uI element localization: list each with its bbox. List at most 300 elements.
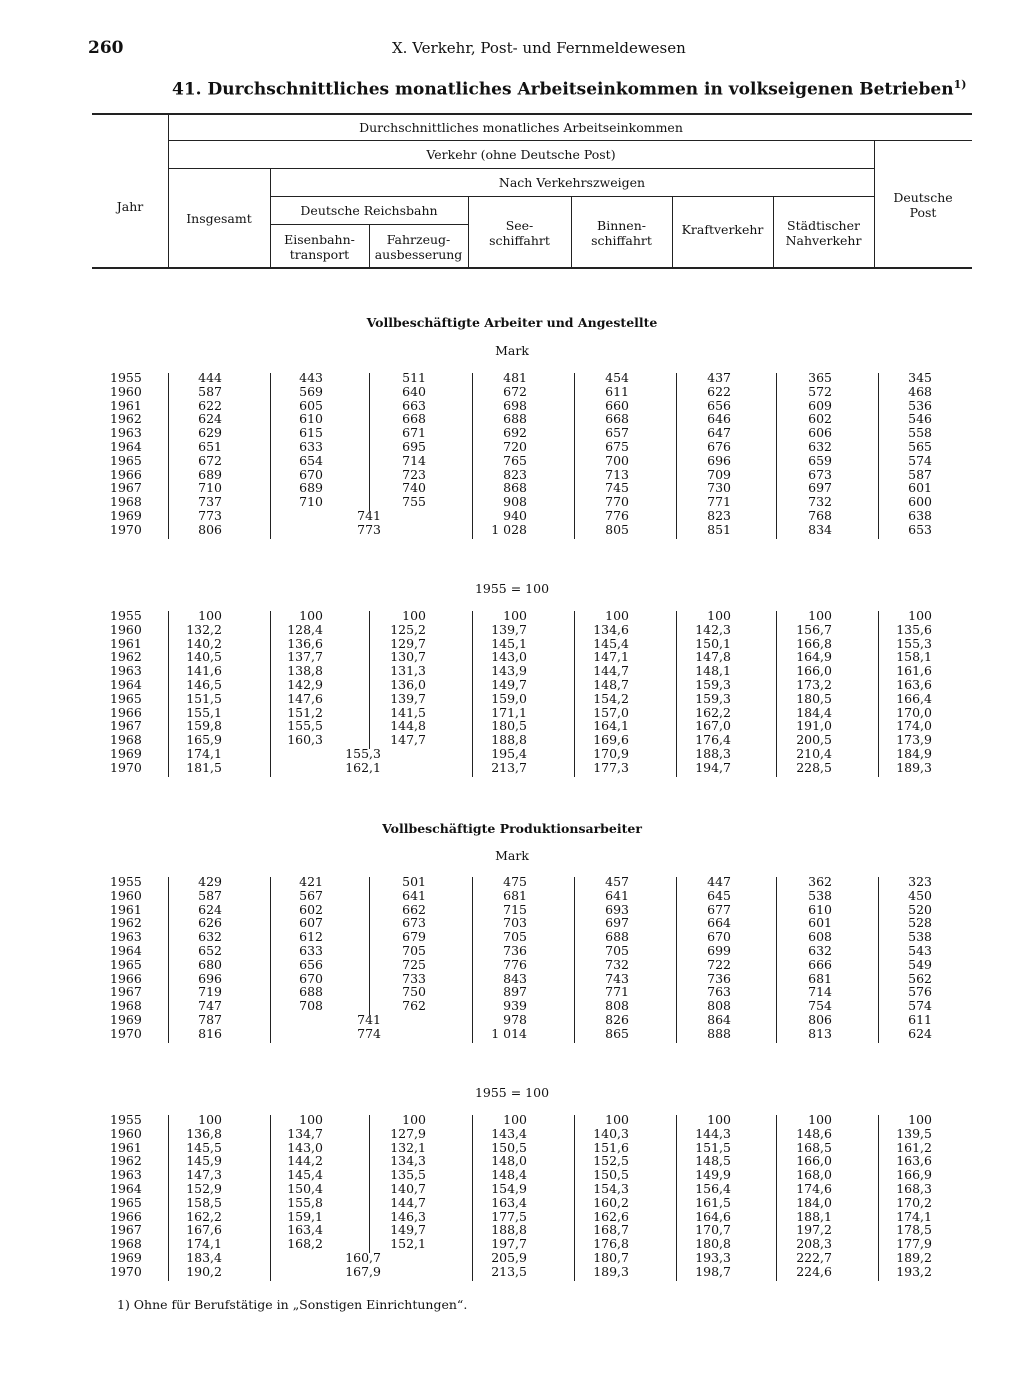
cell-binnen: 454 (605, 370, 629, 385)
cell-binnen: 164,1 (593, 718, 629, 734)
cell-post: 624 (908, 1025, 932, 1041)
cell-kraft: 156,4 (695, 1181, 731, 1196)
cell-eisenbahn: 607 (299, 915, 323, 931)
cell-see: 688 (503, 411, 527, 427)
cell-see: 940 (503, 508, 527, 523)
cell-binnen: 745 (605, 480, 629, 496)
cell-fahrzeug: 100 (402, 608, 426, 623)
cell-nahverkehr: 834 (808, 521, 832, 537)
cell-see: 149,7 (491, 677, 527, 692)
cell-binnen: 457 (605, 874, 629, 889)
cell-nahverkehr: 228,5 (796, 759, 832, 775)
cell-nahverkehr: 191,0 (796, 718, 832, 734)
cell-see: 703 (503, 915, 527, 931)
cell-nahverkehr: 538 (808, 887, 832, 903)
year-label: 1964 (110, 1181, 142, 1196)
cell-binnen: 641 (605, 887, 629, 903)
cell-insgesamt: 145,5 (186, 1139, 222, 1155)
cell-see: 776 (503, 956, 527, 972)
cell-see: 868 (503, 480, 527, 496)
header-group-verkehr: Verkehr (ohne Deutsche Post) (426, 147, 616, 162)
cell-eisenbahn: 151,2 (287, 704, 323, 720)
cell-insgesamt: 696 (198, 970, 222, 986)
cell-kraft: 148,5 (695, 1153, 731, 1169)
cell-binnen: 150,5 (593, 1167, 629, 1183)
cell-kraft: 100 (707, 1112, 731, 1127)
cell-eisenbahn: 150,4 (287, 1181, 323, 1196)
cell-eisenbahn: 136,6 (287, 635, 323, 651)
cell-binnen: 693 (605, 901, 629, 917)
cell-kraft: 170,7 (695, 1222, 731, 1238)
unit-label: Mark (495, 848, 529, 863)
cell-reichsbahn-combined: 774 (357, 1025, 381, 1041)
cell-eisenbahn: 615 (299, 425, 323, 441)
unit-label: Mark (495, 343, 529, 358)
header-nahverkehr: Städtischer Nahverkehr (785, 218, 862, 248)
cell-nahverkehr: 609 (808, 397, 832, 413)
cell-see: 681 (503, 887, 527, 903)
cell-kraft: 159,3 (695, 677, 731, 692)
cell-fahrzeug: 671 (402, 425, 426, 441)
cell-fahrzeug: 723 (402, 466, 426, 482)
cell-kraft: 149,9 (695, 1167, 731, 1183)
cell-kraft: 699 (707, 943, 731, 958)
cell-post: 189,3 (896, 759, 932, 775)
cell-insgesamt: 140,2 (186, 635, 222, 651)
cell-kraft: 147,8 (695, 649, 731, 665)
cell-nahverkehr: 632 (808, 439, 832, 454)
cell-kraft: 676 (707, 439, 731, 454)
cell-binnen: 140,3 (593, 1125, 629, 1141)
cell-see: 705 (503, 929, 527, 945)
cell-fahrzeug: 755 (402, 494, 426, 510)
cell-binnen: 176,8 (593, 1236, 629, 1252)
cell-see: 213,5 (491, 1263, 527, 1279)
cell-fahrzeug: 640 (402, 383, 426, 399)
cell-see: 720 (503, 439, 527, 454)
cell-post: 611 (908, 1012, 932, 1027)
cell-see: 823 (503, 466, 527, 482)
year-label: 1963 (110, 425, 142, 441)
year-label: 1962 (110, 649, 142, 665)
cell-see: 1 028 (491, 521, 527, 537)
year-label: 1970 (110, 759, 142, 775)
cell-nahverkehr: 166,8 (796, 635, 832, 651)
cell-fahrzeug: 144,8 (390, 718, 426, 734)
cell-binnen: 134,6 (593, 621, 629, 637)
cell-insgesamt: 146,5 (186, 677, 222, 692)
cell-kraft: 730 (707, 480, 731, 496)
year-label: 1965 (110, 690, 142, 706)
cell-post: 450 (908, 887, 932, 903)
cell-nahverkehr: 610 (808, 901, 832, 917)
cell-eisenbahn: 688 (299, 984, 323, 1000)
cell-binnen: 675 (605, 439, 629, 454)
cell-nahverkehr: 697 (808, 480, 832, 496)
cell-nahverkehr: 148,6 (796, 1125, 832, 1141)
cell-post: 178,5 (896, 1222, 932, 1238)
year-label: 1970 (110, 521, 142, 537)
year-label: 1969 (110, 508, 142, 523)
cell-binnen: 148,7 (593, 677, 629, 692)
cell-see: 177,5 (491, 1208, 527, 1224)
year-label: 1963 (110, 929, 142, 945)
cell-nahverkehr: 768 (808, 508, 832, 523)
cell-insgesamt: 587 (198, 383, 222, 399)
cell-insgesamt: 155,1 (186, 704, 222, 720)
year-label: 1966 (110, 704, 142, 720)
year-label: 1964 (110, 943, 142, 958)
cell-post: 174,0 (896, 718, 932, 734)
cell-see: 897 (503, 984, 527, 1000)
cell-insgesamt: 183,4 (186, 1250, 222, 1265)
cell-insgesamt: 429 (198, 874, 222, 889)
cell-eisenbahn: 168,2 (287, 1236, 323, 1252)
cell-eisenbahn: 656 (299, 956, 323, 972)
cell-binnen: 668 (605, 411, 629, 427)
year-label: 1962 (110, 411, 142, 427)
unit-label: 1955 = 100 (474, 581, 550, 596)
cell-fahrzeug: 131,3 (390, 663, 426, 679)
cell-binnen: 145,4 (593, 635, 629, 651)
cell-kraft: 176,4 (695, 732, 731, 748)
cell-post: 174,1 (896, 1208, 932, 1224)
cell-nahverkehr: 754 (808, 998, 832, 1014)
cell-kraft: 144,3 (695, 1125, 731, 1141)
cell-eisenbahn: 569 (299, 383, 323, 399)
table-title-text: 41. Durchschnittliches monatliches Arbeitseinkommen in volkseigenen Betrieben (172, 79, 954, 100)
cell-nahverkehr: 224,6 (796, 1263, 832, 1279)
cell-binnen: 826 (605, 1012, 629, 1027)
year-label: 1961 (110, 635, 142, 651)
year-label: 1965 (110, 956, 142, 972)
cell-insgesamt: 622 (198, 397, 222, 413)
cell-fahrzeug: 695 (402, 439, 426, 454)
cell-reichsbahn-combined: 741 (357, 1012, 381, 1027)
cell-post: 161,6 (896, 663, 932, 679)
cell-see: 154,9 (491, 1181, 527, 1196)
cell-binnen: 771 (605, 984, 629, 1000)
cell-post: 587 (908, 466, 932, 482)
cell-see: 148,4 (491, 1167, 527, 1183)
cell-insgesamt: 152,9 (186, 1181, 222, 1196)
cell-kraft: 709 (707, 466, 731, 482)
cell-post: 193,2 (896, 1263, 932, 1279)
cell-post: 323 (908, 874, 932, 889)
cell-kraft: 808 (707, 998, 731, 1014)
cell-kraft: 736 (707, 970, 731, 986)
year-label: 1955 (110, 608, 142, 623)
cell-eisenbahn: 155,8 (287, 1194, 323, 1210)
cell-kraft: 722 (707, 956, 731, 972)
cell-kraft: 670 (707, 929, 731, 945)
cell-eisenbahn: 612 (299, 929, 323, 945)
cell-fahrzeug: 662 (402, 901, 426, 917)
year-label: 1961 (110, 901, 142, 917)
footnote-mark: 1) (953, 78, 967, 91)
cell-insgesamt: 587 (198, 887, 222, 903)
cell-binnen: 660 (605, 397, 629, 413)
cell-nahverkehr: 681 (808, 970, 832, 986)
cell-nahverkehr: 666 (808, 956, 832, 972)
cell-binnen: 776 (605, 508, 629, 523)
cell-post: 345 (908, 370, 932, 385)
cell-insgesamt: 737 (198, 494, 222, 510)
cell-binnen: 168,7 (593, 1222, 629, 1238)
cell-eisenbahn: 610 (299, 411, 323, 427)
cell-eisenbahn: 142,9 (287, 677, 323, 692)
cell-post: 601 (908, 480, 932, 496)
cell-nahverkehr: 156,7 (796, 621, 832, 637)
cell-post: 546 (908, 411, 932, 427)
cell-fahrzeug: 146,3 (390, 1208, 426, 1224)
table-title (172, 78, 966, 100)
cell-eisenbahn: 100 (299, 1112, 323, 1127)
cell-post: 163,6 (896, 677, 932, 692)
cell-kraft: 656 (707, 397, 731, 413)
cell-post: 170,2 (896, 1194, 932, 1210)
cell-binnen: 100 (605, 1112, 629, 1127)
year-label: 1963 (110, 1167, 142, 1183)
cell-post: 562 (908, 970, 932, 986)
cell-binnen: 657 (605, 425, 629, 441)
cell-fahrzeug: 135,5 (390, 1167, 426, 1183)
year-label: 1967 (110, 1222, 142, 1238)
cell-insgesamt: 444 (198, 370, 222, 385)
cell-post: 155,3 (896, 635, 932, 651)
cell-eisenbahn: 710 (299, 494, 323, 510)
cell-binnen: 705 (605, 943, 629, 958)
cell-nahverkehr: 184,4 (796, 704, 832, 720)
cell-insgesamt: 629 (198, 425, 222, 441)
cell-post: 139,5 (896, 1125, 932, 1141)
cell-fahrzeug: 750 (402, 984, 426, 1000)
cell-nahverkehr: 806 (808, 1012, 832, 1027)
year-label: 1960 (110, 887, 142, 903)
cell-eisenbahn: 145,4 (287, 1167, 323, 1183)
cell-post: 528 (908, 915, 932, 931)
cell-see: 765 (503, 452, 527, 468)
cell-reichsbahn-combined: 167,9 (345, 1263, 381, 1279)
cell-kraft: 151,5 (695, 1139, 731, 1155)
cell-kraft: 180,8 (695, 1236, 731, 1252)
cell-kraft: 159,3 (695, 690, 731, 706)
cell-eisenbahn: 155,5 (287, 718, 323, 734)
cell-fahrzeug: 136,0 (390, 677, 426, 692)
cell-kraft: 851 (707, 521, 731, 537)
cell-fahrzeug: 641 (402, 887, 426, 903)
cell-nahverkehr: 100 (808, 608, 832, 623)
cell-insgesamt: 651 (198, 439, 222, 454)
cell-see: 143,4 (491, 1125, 527, 1141)
cell-post: 170,0 (896, 704, 932, 720)
cell-kraft: 864 (707, 1012, 731, 1027)
cell-kraft: 823 (707, 508, 731, 523)
cell-fahrzeug: 762 (402, 998, 426, 1014)
cell-insgesamt: 136,8 (186, 1125, 222, 1141)
cell-kraft: 148,1 (695, 663, 731, 679)
cell-nahverkehr: 173,2 (796, 677, 832, 692)
cell-insgesamt: 159,8 (186, 718, 222, 734)
cell-see: 1 014 (491, 1025, 527, 1041)
cell-nahverkehr: 180,5 (796, 690, 832, 706)
cell-eisenbahn: 138,8 (287, 663, 323, 679)
cell-post: 543 (908, 943, 932, 958)
cell-post: 100 (908, 608, 932, 623)
cell-insgesamt: 773 (198, 508, 222, 523)
cell-insgesamt: 162,2 (186, 1208, 222, 1224)
cell-post: 168,3 (896, 1181, 932, 1196)
cell-see: 715 (503, 901, 527, 917)
cell-fahrzeug: 740 (402, 480, 426, 496)
cell-kraft: 198,7 (695, 1263, 731, 1279)
year-label: 1960 (110, 1125, 142, 1141)
cell-nahverkehr: 197,2 (796, 1222, 832, 1238)
cell-see: 939 (503, 998, 527, 1014)
cell-nahverkehr: 606 (808, 425, 832, 441)
cell-post: 576 (908, 984, 932, 1000)
cell-nahverkehr: 673 (808, 466, 832, 482)
year-label: 1962 (110, 1153, 142, 1169)
year-label: 1961 (110, 397, 142, 413)
cell-eisenbahn: 144,2 (287, 1153, 323, 1169)
cell-nahverkehr: 714 (808, 984, 832, 1000)
cell-see: 145,1 (491, 635, 527, 651)
footnote: 1) Ohne für Berufstätige in „Sonstigen Einrichtungen“. (117, 1297, 468, 1312)
cell-kraft: 162,2 (695, 704, 731, 720)
cell-fahrzeug: 152,1 (390, 1236, 426, 1252)
cell-nahverkehr: 210,4 (796, 746, 832, 761)
cell-kraft: 677 (707, 901, 731, 917)
cell-nahverkehr: 168,5 (796, 1139, 832, 1155)
header-fahrzeug: Fahrzeug- ausbesserung (374, 232, 463, 262)
cell-kraft: 647 (707, 425, 731, 441)
cell-nahverkehr: 601 (808, 915, 832, 931)
cell-fahrzeug: 127,9 (390, 1125, 426, 1141)
cell-kraft: 645 (707, 887, 731, 903)
cell-post: 653 (908, 521, 932, 537)
cell-fahrzeug: 149,7 (390, 1222, 426, 1238)
cell-binnen: 170,9 (593, 746, 629, 761)
cell-insgesamt: 672 (198, 452, 222, 468)
cell-fahrzeug: 663 (402, 397, 426, 413)
cell-insgesamt: 181,5 (186, 759, 222, 775)
header-binnen: Binnen- schiffahrt (591, 218, 652, 248)
cell-kraft: 447 (707, 874, 731, 889)
header-see: See- schiffahrt (489, 218, 550, 248)
cell-eisenbahn: 654 (299, 452, 323, 468)
cell-eisenbahn: 163,4 (287, 1222, 323, 1238)
cell-eisenbahn: 689 (299, 480, 323, 496)
cell-insgesamt: 190,2 (186, 1263, 222, 1279)
cell-insgesamt: 165,9 (186, 732, 222, 748)
cell-kraft: 167,0 (695, 718, 731, 734)
year-label: 1966 (110, 466, 142, 482)
cell-post: 177,9 (896, 1236, 932, 1252)
cell-insgesamt: 151,5 (186, 690, 222, 706)
cell-see: 180,5 (491, 718, 527, 734)
year-label: 1955 (110, 1112, 142, 1127)
cell-eisenbahn: 443 (299, 370, 323, 385)
cell-see: 188,8 (491, 732, 527, 748)
year-label: 1967 (110, 480, 142, 496)
cell-insgesamt: 100 (198, 608, 222, 623)
cell-fahrzeug: 511 (402, 370, 426, 385)
cell-see: 195,4 (491, 746, 527, 761)
cell-binnen: 162,6 (593, 1208, 629, 1224)
year-label: 1955 (110, 370, 142, 385)
cell-see: 205,9 (491, 1250, 527, 1265)
cell-insgesamt: 147,3 (186, 1167, 222, 1183)
cell-nahverkehr: 174,6 (796, 1181, 832, 1196)
year-label: 1960 (110, 621, 142, 637)
cell-kraft: 646 (707, 411, 731, 427)
cell-nahverkehr: 572 (808, 383, 832, 399)
cell-nahverkehr: 208,3 (796, 1236, 832, 1252)
year-label: 1955 (110, 874, 142, 889)
year-label: 1966 (110, 1208, 142, 1224)
cell-eisenbahn: 421 (299, 874, 323, 889)
cell-nahverkehr: 166,0 (796, 1153, 832, 1169)
cell-binnen: 147,1 (593, 649, 629, 665)
cell-insgesamt: 624 (198, 411, 222, 427)
cell-binnen: 700 (605, 452, 629, 468)
cell-see: 139,7 (491, 621, 527, 637)
cell-nahverkehr: 200,5 (796, 732, 832, 748)
cell-fahrzeug: 144,7 (390, 1194, 426, 1210)
cell-kraft: 164,6 (695, 1208, 731, 1224)
cell-nahverkehr: 602 (808, 411, 832, 427)
year-label: 1969 (110, 1012, 142, 1027)
cell-fahrzeug: 733 (402, 970, 426, 986)
cell-fahrzeug: 668 (402, 411, 426, 427)
year-label: 1968 (110, 998, 142, 1014)
cell-kraft: 763 (707, 984, 731, 1000)
cell-post: 163,6 (896, 1153, 932, 1169)
cell-insgesamt: 174,1 (186, 746, 222, 761)
cell-binnen: 808 (605, 998, 629, 1014)
cell-reichsbahn-combined: 773 (357, 521, 381, 537)
cell-insgesamt: 806 (198, 521, 222, 537)
cell-fahrzeug: 673 (402, 915, 426, 931)
year-label: 1967 (110, 984, 142, 1000)
cell-eisenbahn: 159,1 (287, 1208, 323, 1224)
cell-post: 189,2 (896, 1250, 932, 1265)
cell-binnen: 144,7 (593, 663, 629, 679)
cell-fahrzeug: 129,7 (390, 635, 426, 651)
cell-nahverkehr: 184,0 (796, 1194, 832, 1210)
cell-insgesamt: 689 (198, 466, 222, 482)
cell-fahrzeug: 100 (402, 1112, 426, 1127)
cell-insgesamt: 624 (198, 901, 222, 917)
cell-fahrzeug: 679 (402, 929, 426, 945)
cell-binnen: 154,2 (593, 690, 629, 706)
cell-kraft: 664 (707, 915, 731, 931)
cell-insgesamt: 710 (198, 480, 222, 496)
cell-post: 536 (908, 397, 932, 413)
cell-eisenbahn: 605 (299, 397, 323, 413)
cell-nahverkehr: 164,9 (796, 649, 832, 665)
cell-binnen: 805 (605, 521, 629, 537)
cell-kraft: 437 (707, 370, 731, 385)
cell-see: 213,7 (491, 759, 527, 775)
cell-binnen: 743 (605, 970, 629, 986)
cell-fahrzeug: 501 (402, 874, 426, 889)
year-label: 1968 (110, 494, 142, 510)
cell-post: 161,2 (896, 1139, 932, 1155)
year-label: 1965 (110, 1194, 142, 1210)
cell-binnen: 688 (605, 929, 629, 945)
